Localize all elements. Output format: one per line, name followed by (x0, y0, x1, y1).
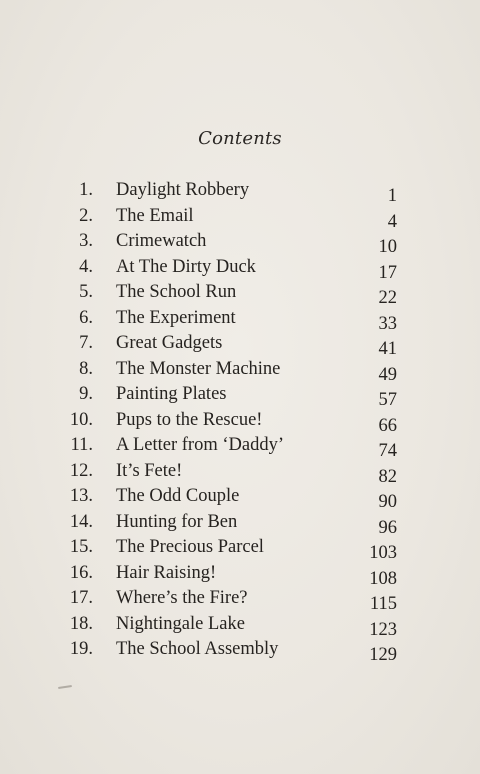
toc-entry (0, 486, 480, 512)
chapter-number: 12. (69, 460, 93, 481)
chapter-number: 18. (69, 613, 93, 634)
toc-entry (0, 359, 480, 385)
chapter-number: 4. (79, 256, 93, 277)
chapter-title: Hunting for Ben (116, 511, 238, 532)
chapter-number: 10. (69, 409, 93, 430)
toc-entry (0, 537, 480, 563)
toc-entry (0, 180, 480, 206)
chapter-number: 14. (69, 511, 93, 532)
page-number: 108 (369, 568, 397, 589)
toc-entry (0, 435, 480, 461)
chapter-title: A Letter from ‘Daddy’ (116, 435, 284, 455)
toc-entry (0, 588, 480, 614)
toc-entry (0, 257, 480, 283)
chapter-number: 15. (69, 537, 93, 557)
page-number: 57 (378, 390, 397, 410)
page-number: 96 (378, 517, 397, 538)
chapter-number: 19. (69, 639, 93, 659)
toc-entry (0, 308, 480, 334)
chapter-title: Painting Plates (116, 384, 227, 404)
page-number: 17 (378, 262, 397, 283)
chapter-number: 5. (79, 282, 93, 302)
chapter-number: 9. (79, 384, 93, 404)
page-number: 82 (378, 466, 397, 487)
page-number: 115 (369, 594, 397, 614)
chapter-title: Hair Raising! (116, 562, 217, 583)
chapter-title: The Experiment (116, 307, 236, 328)
chapter-title: Where’s the Fire? (116, 588, 248, 608)
chapter-title: The School Run (116, 282, 237, 302)
page-number: 74 (378, 441, 397, 461)
page-number: 22 (378, 288, 397, 308)
chapter-title: It’s Fete! (116, 460, 183, 481)
toc-entry (0, 206, 480, 232)
chapter-number: 3. (79, 231, 93, 251)
pencil-mark (58, 685, 72, 689)
toc-entry (0, 231, 480, 257)
page-number: 41 (378, 339, 397, 359)
page-number: 1 (387, 186, 397, 206)
page-number: 90 (378, 492, 397, 512)
page-number: 123 (369, 619, 397, 640)
chapter-title: The Monster Machine (116, 358, 281, 379)
toc-entry (0, 614, 480, 640)
page-number: 4 (387, 211, 397, 232)
page-number: 66 (378, 415, 397, 436)
page-number: 129 (369, 645, 397, 665)
page-number: 10 (378, 237, 397, 257)
toc-entry (0, 282, 480, 308)
table-of-contents (0, 180, 480, 665)
chapter-number: 1. (79, 180, 93, 200)
chapter-title: Nightingale Lake (116, 613, 245, 634)
chapter-number: 8. (79, 358, 93, 379)
toc-entry (0, 410, 480, 436)
chapter-title: Pups to the Rescue! (116, 409, 263, 430)
chapter-title: Great Gadgets (116, 333, 223, 353)
chapter-title: Crimewatch (116, 231, 207, 251)
chapter-title: The School Assembly (116, 639, 279, 659)
chapter-number: 6. (79, 307, 93, 328)
chapter-number: 11. (70, 435, 93, 455)
chapter-number: 16. (69, 562, 93, 583)
toc-entry (0, 384, 480, 410)
toc-entry (0, 639, 480, 665)
page-number: 49 (378, 364, 397, 385)
chapter-number: 7. (79, 333, 93, 353)
chapter-number: 2. (79, 205, 93, 226)
chapter-number: 13. (69, 486, 93, 506)
chapter-title: The Email (116, 205, 194, 226)
page-number: 33 (378, 313, 397, 334)
chapter-title: At The Dirty Duck (116, 256, 256, 277)
chapter-title: The Precious Parcel (116, 537, 264, 557)
contents-heading: Contents (198, 128, 282, 149)
toc-entry (0, 333, 480, 359)
chapter-number: 17. (69, 588, 93, 608)
chapter-title: The Odd Couple (116, 486, 240, 506)
toc-entry (0, 461, 480, 487)
toc-entry (0, 512, 480, 538)
toc-entry (0, 563, 480, 589)
page-number: 103 (369, 543, 397, 563)
chapter-title: Daylight Robbery (116, 180, 250, 200)
